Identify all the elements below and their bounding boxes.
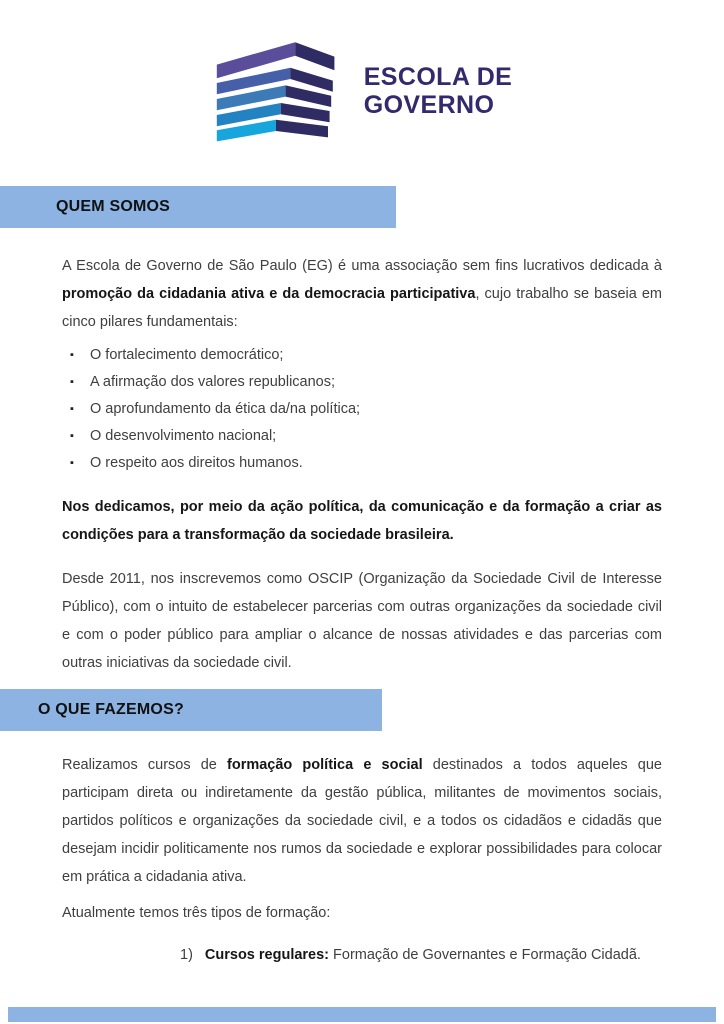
oscip-paragraph: Desde 2011, nos inscrevemos como OSCIP (Organização da Sociedade Civil de Interesse Público), com o intuito de estabelecer parcerias com outras organizações da sociedade civil e com o poder público para ampliar o alcance de nossas atividades e das parcerias com outras iniciativas da sociedade civil. xyxy=(62,571,662,671)
section-title-o-que-fazemos: O QUE FAZEMOS? xyxy=(38,701,184,718)
bottom-section-band xyxy=(8,1007,716,1022)
bullet-icon: ▪ xyxy=(70,376,74,388)
list-item xyxy=(62,423,662,450)
courses-text-pre: Realizamos cursos de xyxy=(62,757,228,773)
intro-paragraph xyxy=(62,252,662,336)
intro-text-pre: A Escola de Governo de São Paulo (EG) é uma associação sem fins lucrativos dedicada à xyxy=(62,258,662,274)
list-item-text: O respeito aos direitos humanos. xyxy=(90,455,303,471)
list-item-text: O desenvolvimento nacional; xyxy=(90,428,277,444)
item-text: Formação de Governantes e Formação Cidadã. xyxy=(329,947,641,963)
regular-courses-item xyxy=(62,941,662,969)
courses-paragraph xyxy=(62,751,662,891)
logo-slab5-right-face xyxy=(276,120,328,138)
bullet-icon: ▪ xyxy=(70,403,74,415)
intro-text-bold: promoção da cidadania ativa e da democracia participativa xyxy=(62,286,476,302)
formation-types-intro: Atualmente temos três tipos de formação: xyxy=(62,905,331,921)
bullet-icon: ▪ xyxy=(70,430,74,442)
list-item-text: A afirmação dos valores republicanos; xyxy=(90,374,336,390)
list-item-text: O fortalecimento democrático; xyxy=(90,347,284,363)
bullet-icon: ▪ xyxy=(70,457,74,469)
escola-de-governo-building-icon xyxy=(212,39,340,143)
item-title: Cursos regulares: xyxy=(204,947,330,963)
list-item xyxy=(62,396,662,423)
logo-slab4-right-face xyxy=(281,103,330,122)
list-item-text: O aprofundamento da ética da/na política; xyxy=(90,401,361,417)
bullet-icon: ▪ xyxy=(70,349,74,361)
logo-wordmark-line2: GOVERNO xyxy=(363,91,495,119)
section-header-o-que-fazemos xyxy=(0,689,382,731)
o-que-fazemos-content xyxy=(62,751,662,969)
list-item xyxy=(62,369,662,396)
logo xyxy=(0,0,724,140)
list-item xyxy=(62,342,662,369)
logo-wordmark xyxy=(364,63,513,119)
pillars-list xyxy=(62,342,662,477)
list-item xyxy=(62,450,662,477)
courses-text-post: destinados a todos aqueles que participam direta ou indiretamente da gestão pública, militantes de movimentos sociais, partidos políticos e organizações da sociedade civil, e a todos os cidadãos e cidadãs que desejam incidir politicamente nos rumos da sociedade e explorar possibilidades para colocar em prática a cidadania ativa. xyxy=(62,757,662,885)
logo-roof-right-face xyxy=(295,42,334,70)
quem-somos-content xyxy=(62,252,662,677)
section-title-quem-somos: QUEM SOMOS xyxy=(56,198,171,215)
mission-paragraph: Nos dedicamos, por meio da ação política, da comunicação e da formação a criar as condições para a transformação da sociedade brasileira. xyxy=(62,499,662,543)
item-number: 1) xyxy=(180,947,193,963)
section-header-quem-somos xyxy=(0,186,396,228)
intro-text-post: , cujo trabalho se baseia em cinco pilares fundamentais: xyxy=(62,286,663,330)
logo-wordmark-line1: ESCOLA DE xyxy=(363,63,513,91)
courses-text-bold: formação política e social xyxy=(227,757,423,773)
